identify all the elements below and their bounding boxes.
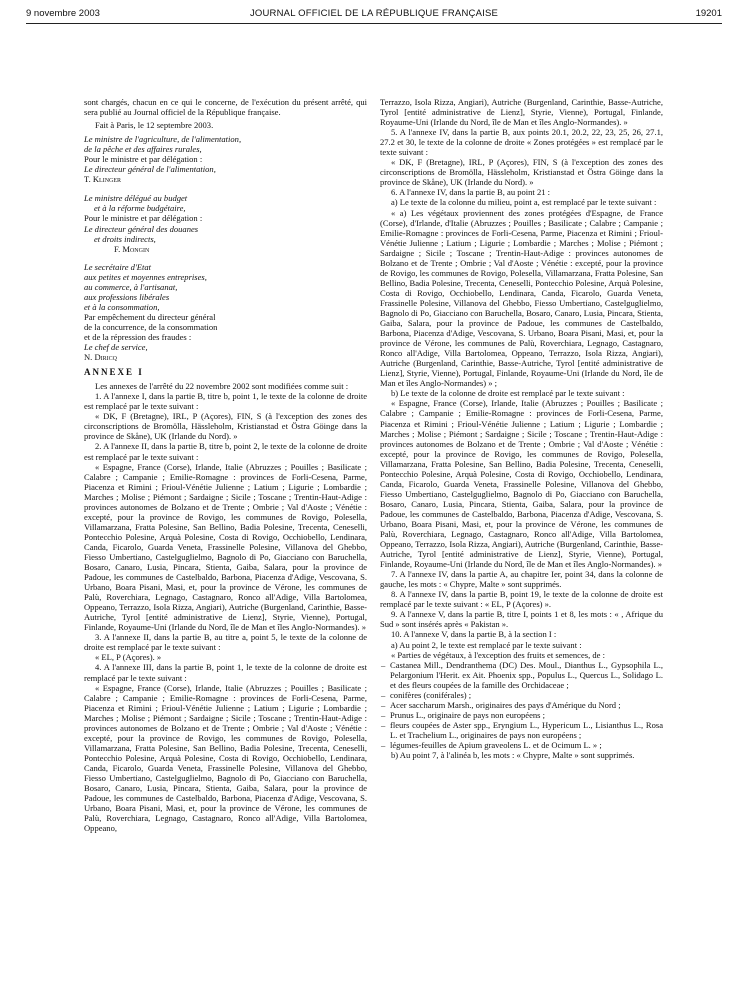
item-5-quote: « DK, F (Bretagne), IRL, P (Açores), FIN, S (à l'exception des zones des circonscriptions de Bromölla, Hässleholm, Kristianstad et Östra Göinge dans la province de Skåne), UK (Irlande du Nord). »	[380, 157, 663, 188]
annex-title: ANNEXE I	[84, 367, 144, 378]
item-8: 8. A l'annexe IV, dans la partie B, point 19, le texte de la colonne de droite est remplacé par le texte suivant : « EL, P (Açores) ».	[380, 589, 663, 610]
closing-paragraph: sont chargés, chacun en ce qui le concerne, de l'exécution du présent arrêté, qui sera publié au Journal officiel de la République française.	[84, 97, 367, 118]
signature-block-agriculture: Le ministre de l'agriculture, de l'alimentation, de la pêche et des affaires rurales, Pour le ministre et par délégation : Le directeur général de l'alimentation, T. Klinger	[84, 134, 242, 185]
right-column	[380, 97, 663, 760]
item-2-quote: « Espagne, France (Corse), Irlande, Italie (Abruzzes ; Pouilles ; Basilicate ; Calabre ; Campanie ; Emilie-Romagne : provinces de Forli-Cesena, Parme, Piacenza et Rimini ; Frioul-Vénétie Julienne ; Latium ; Ligurie ; Lombardie ; Marches ; Molise ; Piémont ; Sardaigne ; Sicile ; Toscane ; Trentin-Haut-Adige : provinces autonomes de Bolzano et de Trente ; Ombrie ; Val d'Aoste ; Vénétie : excepté, pour la province de Rovigo, les communes de Rovigo, Polesella, Villamarzana, Fratta Polesine, San Bellino, Badia Polesine, Trecenta, Ceneselli, Pontecchio Polesine, Arquà Polesine, Costa di Rovigo, Occhiobello, Lendinara, Canda, Ficarolo, Guarda Veneta, Frassinelle Polesine, Villanova del Ghebbo, Fiesso Umbertiano, Castelguglielmo, Bagnolo di Po, Giacciano con Baruchella, Bosaro, Canaro, Lusia, Pincara, Stienta, Gaiba, Salara, pour la province de Padoue, les communes de Castelbaldo, Barbona, Piacenza d'Adige, Vescovana, S. Urbano, Boara Pisani, Masi, et, pour la province de Vérone, les communes de Palù, Roverchiara, Legnago, Castagnaro, Ronco all'Adige, Villa Bartolomea, Oppeano, Terrazzo, Isola Rizza, Angiari), Autriche (Burgenland, Carinthie, Basse-Autriche, Tyrol [entité administrative de Lienz], Styrie, Vienne), Portugal, Finlande, Royaume-Uni (Irlande du Nord, île de Man et îles Anglo-Normandes). »	[84, 461, 367, 633]
list-item: – Castanea Mill., Dendranthema (DC) Des. Moul., Dianthus L., Gypsophila L., Pelargonium l'Herit. ex Ait. Phoenix spp., Populus L., Quercus L., Solidago L. et des fleurs coupées de la famille des Orchidaceae ;	[390, 660, 663, 690]
item-10: 10. A l'annexe V, dans la partie B, à la section I :	[391, 629, 557, 640]
item-1: 1. A l'annexe I, dans la partie B, titre b, point 1, le texte de la colonne de droite est remplacé par le texte suivant :	[84, 391, 367, 412]
item-6-a-quote: « a) Les végétaux proviennent des zones protégées d'Espagne, de France (Corse), d'Irlande, d'Italie (Abruzzes ; Pouilles ; Basilicate ; Calabre ; Campanie ; Emilie-Romagne : provinces de Forli-Cesena, Parme, Piacenza et Rimini ; Frioul-Vénétie Julienne ; Latium ; Ligurie ; Lombardie ; Marches ; Molise ; Piémont ; Sardaigne ; Sicile ; Toscane ; Trentin-Haut-Adige : provinces autonomes de Bolzano et de Trente ; Ombrie ; Val d'Aoste ; Vénétie : excepté, pour la province de Rovigo, les communes de Rovigo, Polesella, Villamarzana, Fratta Polesine, San Bellino, Badia Polesine, Trecenta, Ceneselli, Pontecchio Polesine, Arquà Polesine, Costa di Rovigo, Occhiobello, Lendinara, Canda, Ficarolo, Guarda Veneta, Frassinelle Polesine, Villanova del Ghebbo, Fiesso Umbertiano, Castelguglielmo, Bagnolo di Po, Giacciano con Baruchella, Bosaro, Canaro, Lusia, Pincara, Stienta, Gaiba, Salara, pour la province de Padoue, les communes de Castelbaldo, Barbona, Piacenza d'Adige, Vescovana, S. Urbano, Boara Pisani, Masi, et, pour la province de Vérone, les communes de Palù, Roverchiara, Legnago, Castagnaro, Ronco all'Adige, Villa Bartolomea, Oppeano, Terrazzo, Isola Rizza, Angiari), Autriche (Burgenland, Carinthie, Basse-Autriche, Tyrol [entité administrative de Lienz], Styrie, Vienne), Portugal, Finlande, Royaume-Uni (Irlande du Nord, île de Man et îles Anglo-Normandes) » ;	[380, 207, 663, 389]
item-5: 5. A l'annexe IV, dans la partie B, aux points 20.1, 20.2, 22, 23, 25, 26, 27.1, 27.2 et 30, le texte de la colonne de droite « Zones protégées » est remplacé par le texte suivant :	[380, 127, 663, 158]
header-title: JOURNAL OFFICIEL DE LA RÉPUBLIQUE FRANÇAISE	[249, 8, 499, 19]
header-date: 9 novembre 2003	[26, 8, 100, 19]
item-4-quote: « Espagne, France (Corse), Irlande, Italie (Abruzzes ; Pouilles ; Basilicate ; Calabre ; Campanie ; Emilie-Romagne : provinces de Forli-Cesena, Parme, Piacenza et Rimini ; Frioul-Vénétie Julienne ; Latium ; Ligurie ; Lombardie ; Marches ; Molise ; Piémont ; Sardaigne ; Sicile ; Toscane ; Trentin-Haut-Adige : provinces autonomes de Bolzano et de Trente ; Ombrie ; Val d'Aoste ; Vénétie : excepté, pour la province de Rovigo, les communes de Rovigo, Polesella, Villamarzana, Fratta Polesine, San Bellino, Badia Polesine, Trecenta, Ceneselli, Pontecchio Polesine, Arquà Polesine, Costa di Rovigo, Occhiobello, Lendinara, Canda, Ficarolo, Guarda Veneta, Frassinelle Polesine, Villanova del Ghebbo, Fiesso Umbertiano, Castelguglielmo, Bagnolo di Po, Giacciano con Baruchella, Bosaro, Canaro, Lusia, Pincara, Stienta, Gaiba, Salara, pour la province de Padoue, les communes de Castelbaldo, Barbona, Piacenza d'Adige, Vescovana, S. Urbano, Boara Pisani, Masi, et, pour la province de Vérone, les communes de Palù, Roverchiara, Legnago, Castagnaro, Ronco all'Adige, Villa Bartolomea, Oppeano,	[84, 682, 367, 834]
item-3-quote: « EL, P (Açores). »	[95, 652, 162, 663]
plant-parts-list	[380, 660, 663, 750]
item-3: 3. A l'annexe II, dans la partie B, au titre a, point 5, le texte de la colonne de droite est remplacé par le texte suivant :	[84, 632, 367, 653]
item-10-a-quote: « Parties de végétaux, à l'exception des fruits et semences, de :	[391, 649, 605, 660]
list-item: – conifères (coniférales) ;	[390, 690, 663, 700]
list-item: – Prunus L., originaire de pays non européens ;	[390, 710, 663, 720]
page-header	[26, 8, 722, 22]
item-6-b-quote: « Espagne, France (Corse), Irlande, Italie (Abruzzes ; Pouilles ; Basilicate ; Calabre ; Campanie ; Emilie-Romagne : provinces de Forli-Cesena, Parme, Piacenza et Rimini ; Frioul-Vénétie Julienne ; Latium ; Ligurie ; Lombardie ; Marches ; Molise ; Piémont ; Sardaigne ; Sicile ; Toscane ; Trentin-Haut-Adige : provinces autonomes de Bolzano et de Trente ; Ombrie ; Val d'Aoste ; Vénétie : excepté, pour la province de Rovigo, les communes de Rovigo, Polesella, Villamarzana, Fratta Polesine, San Bellino, Badia Polesine, Trecenta, Ceneselli, Pontecchio Polesine, Arquà Polesine, Costa di Rovigo, Occhiobello, Lendinara, Canda, Ficarolo, Guarda Veneta, Frassinelle Polesine, Villanova del Ghebbo, Fiesso Umbertiano, Castelguglielmo, Bagnolo di Po, Giacciano con Baruchella, Bosaro, Canaro, Lusia, Pincara, Stienta, Gaiba, Salara, pour la province de Padoue, les communes de Castelbaldo, Barbona, Piacenza d'Adige, Vescovana, S. Urbano, Boara Pisani, Masi, et, pour la province de Vérone, les communes de Palù, Roverchiara, Legnago, Castagnaro, Ronco all'Adige, Villa Bartolomea, Oppeano, Terrazzo, Isola Rizza, Angiari), Autriche (Burgenland, Carinthie, Basse-Autriche, Tyrol [entité administrative de Lienz], Styrie, Vienne), Portugal, Finlande, Royaume-Uni (Irlande du Nord, île de Man et îles Anglo-Normandes). »	[380, 398, 663, 570]
list-item: – légumes-feuilles de Apium graveolens L. et de Ocimum L. » ;	[390, 740, 663, 750]
header-page-number: 19201	[695, 8, 722, 19]
item-10-b: b) Au point 7, à l'alinéa b, les mots : « Chypre, Malte » sont supprimés.	[391, 750, 635, 761]
item-6-b: b) Le texte de la colonne de droite est remplacé par le texte suivant :	[391, 388, 625, 399]
item-7: 7. A l'annexe IV, dans la partie A, au chapitre Ier, point 34, dans la colonne de gauche, les mots : « Chypre, Malte » sont supprimés.	[380, 569, 663, 590]
left-column	[84, 97, 367, 833]
item-6: 6. A l'annexe IV, dans la partie B, au point 21 :	[391, 187, 550, 198]
item-9: 9. A l'annexe V, dans la partie B, titre I, points 1 et 8, les mots : « , Afrique du Sud » sont insérés après « Pakistan ».	[380, 609, 663, 630]
item-4: 4. A l'annexe III, dans la partie B, point 1, le texte de la colonne de droite est remplacé par le texte suivant :	[84, 662, 367, 683]
item-2: 2. A l'annexe II, dans la partie B, titre b, point 2, le texte de la colonne de droite est remplacé par le texte suivant :	[84, 441, 367, 462]
list-item: – fleurs coupées de Aster spp., Eryngium L., Hypericum L., Lisianthus L., Rosa L. et Trachelium L., originaires de pays non européens ;	[390, 720, 663, 740]
list-item: – Acer saccharum Marsh., originaires des pays d'Amérique du Nord ;	[390, 700, 663, 710]
item-4-quote-continued: Terrazzo, Isola Rizza, Angiari), Autriche (Burgenland, Carinthie, Basse-Autriche, Tyrol [entité administrative de Lienz], Styrie, Vienne), Portugal, Finlande, Royaume-Uni (Irlande du Nord, île de Man et îles Anglo-Normandes). »	[380, 97, 663, 128]
signature-block-commerce: Le secrétaire d'Etat aux petites et moyennes entreprises, au commerce, à l'artisanat, aux professions libérales et à la consommation, Par empêchement du directeur général de la concurrence, de la consommation et de la répression des fraudes : Le chef de service, N. Diricq	[84, 261, 218, 363]
signature-block-budget: Le ministre délégué au budget et à la réforme budgétaire, Pour le ministre et par délégation : Le directeur général des douanes et droits indirects, F. Mongin	[84, 193, 203, 254]
item-10-a: a) Au point 2, le texte est remplacé par le texte suivant :	[391, 639, 582, 650]
annex-intro: Les annexes de l'arrêté du 22 novembre 2002 sont modifiées comme suit :	[95, 381, 349, 392]
item-1-quote: « DK, F (Bretagne), IRL, P (Açores), FIN, S (à l'exception des zones des circonscriptions de Bromölla, Hässleholm, Kristianstad et Östra Göinge dans la province de Skåne), UK (Irlande du Nord). »	[84, 411, 367, 442]
item-6-a: a) Le texte de la colonne du milieu, point a, est remplacé par le texte suivant :	[391, 197, 657, 208]
header-rule	[26, 23, 722, 24]
signing-place-date: Fait à Paris, le 12 septembre 2003.	[95, 120, 214, 131]
